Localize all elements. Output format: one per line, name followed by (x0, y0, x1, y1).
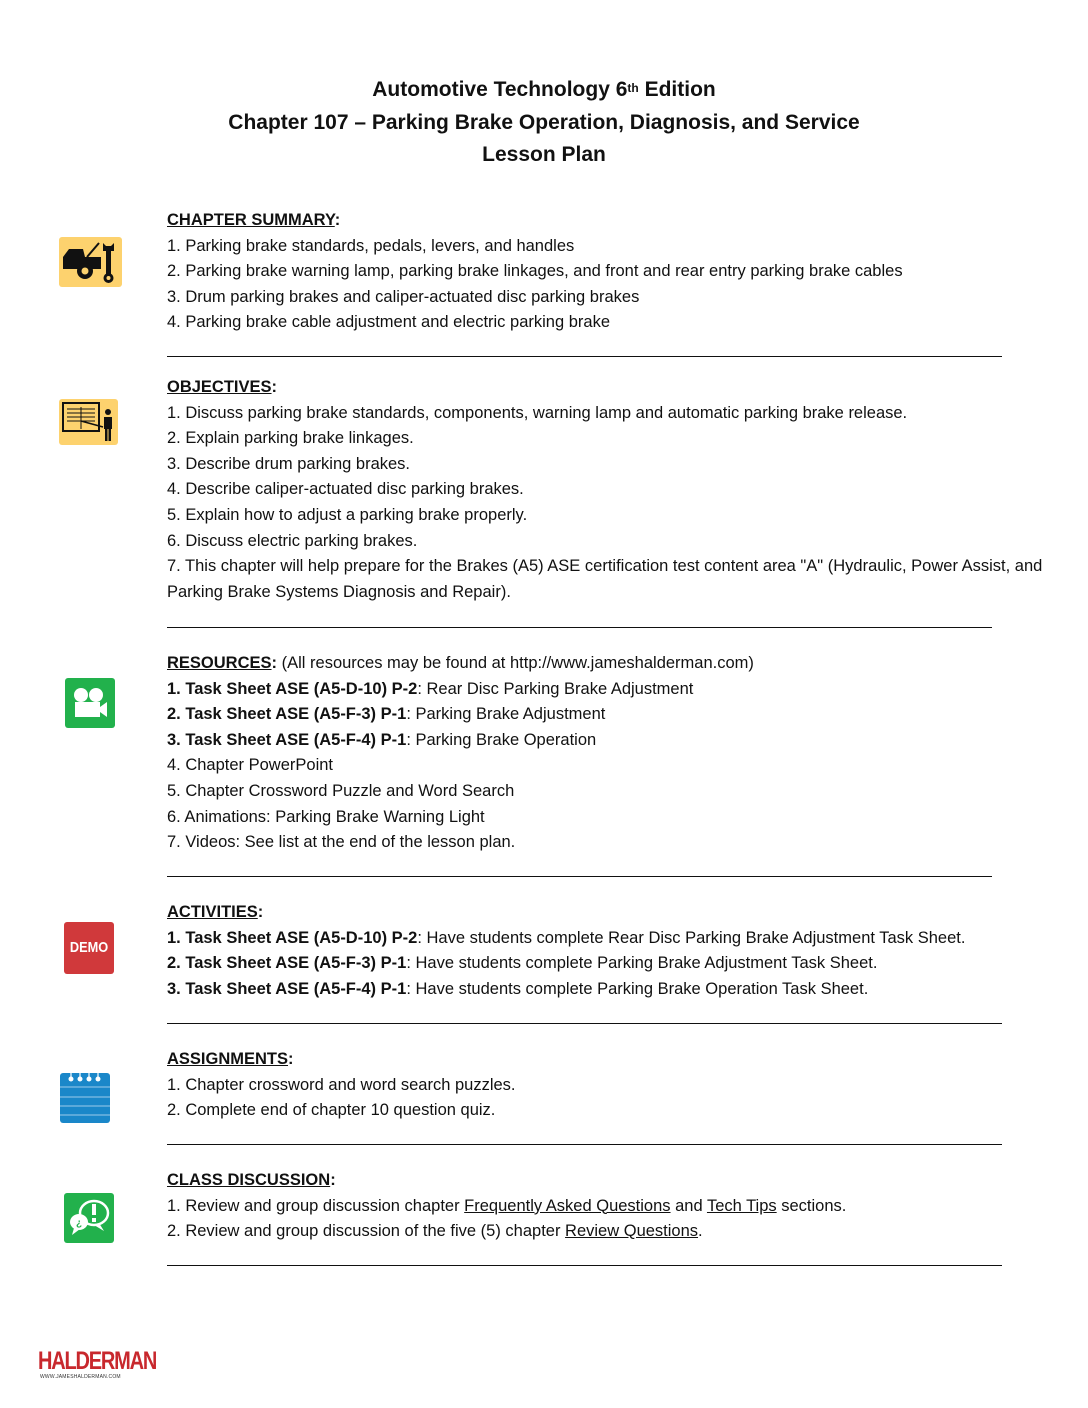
demo-icon-label: DEMO (69, 939, 109, 956)
chapter-summary-heading: CHAPTER SUMMARY: (167, 211, 341, 229)
faq-link: Frequently Asked Questions (464, 1196, 671, 1215)
list-item: 2. Task Sheet ASE (A5-F-3) P-1: Parking Brake Adjustment (167, 705, 606, 724)
list-item: 3. Task Sheet ASE (A5-F-4) P-1: Parking Brake Operation (167, 730, 597, 749)
section-divider (167, 1144, 1002, 1145)
list-item: 2. Review and group discussion of the five (5) chapter Review Questions. (167, 1222, 703, 1241)
list-item: 5. Chapter Crossword Puzzle and Word Search (167, 781, 515, 800)
tech-tips-link: Tech Tips (706, 1196, 777, 1215)
presentation-teacher-icon (59, 399, 118, 445)
assignments-heading: ASSIGNMENTS: (167, 1050, 294, 1068)
section-divider (167, 627, 992, 628)
list-item: 2. Complete end of chapter 10 question quiz. (167, 1101, 496, 1120)
section-divider (167, 356, 1002, 357)
list-item: 1. Task Sheet ASE (A5-D-10) P-2: Rear Disc Parking Brake Adjustment (167, 679, 694, 698)
list-item: 2. Explain parking brake linkages. (167, 429, 414, 448)
class-discussion-section (167, 1168, 846, 1245)
list-item: 1. Chapter crossword and word search puzzles. (167, 1075, 516, 1094)
title-line-3: Lesson Plan (482, 143, 606, 166)
class-discussion-heading: CLASS DISCUSSION: (167, 1171, 336, 1189)
svg-text:¿: ¿ (76, 1218, 83, 1229)
objectives-heading: OBJECTIVES: (167, 378, 278, 396)
list-item: 7. Videos: See list at the end of the lesson plan. (167, 833, 516, 852)
halderman-logo (38, 1348, 158, 1380)
document-title (0, 74, 1088, 172)
list-item: 1. Review and group discussion chapter Frequently Asked Questions and Tech Tips sections. (167, 1196, 847, 1215)
chapter-summary-section (167, 208, 903, 336)
section-divider (167, 876, 992, 877)
list-item: 4. Describe caliper-actuated disc parking brakes. (167, 480, 524, 499)
resources-heading: RESOURCES (167, 654, 272, 672)
chat-bubbles-icon (64, 1193, 114, 1243)
logo-wordmark: HALDERMAN (38, 1347, 157, 1375)
activities-heading: ACTIVITIES: (167, 903, 264, 921)
resources-heading-line: RESOURCES: (All resources may be found at http://www.jameshalderman.com) (167, 654, 754, 672)
resources-section (167, 651, 754, 856)
assignments-section (167, 1047, 516, 1124)
title-line-2: Chapter 107 – Parking Brake Operation, Diagnosis, and Service (228, 110, 860, 134)
video-camera-icon (65, 678, 115, 728)
list-item: 1. Task Sheet ASE (A5-D-10) P-2: Have students complete Rear Disc Parking Brake Adjustment Task Sheet. (167, 928, 966, 947)
list-item: 1. Parking brake standards, pedals, levers, and handles (167, 236, 575, 255)
logo-url: WWW.JAMESHALDERMAN.COM (40, 1374, 121, 1380)
list-item: 3. Task Sheet ASE (A5-F-4) P-1: Have students complete Parking Brake Operation Task Sheet. (167, 979, 869, 998)
section-divider (167, 1023, 1002, 1024)
resources-note: (All resources may be found at http://www.jameshalderman.com) (277, 654, 754, 672)
review-questions-link: Review Questions (565, 1222, 699, 1241)
list-item: 5. Explain how to adjust a parking brake properly. (167, 505, 528, 524)
list-item: 4. Parking brake cable adjustment and electric parking brake (167, 313, 610, 332)
list-item: 2. Parking brake warning lamp, parking brake linkages, and front and rear entry parking brake cables (167, 262, 903, 281)
list-item: 3. Describe drum parking brakes. (167, 454, 411, 473)
list-item: 6. Discuss electric parking brakes. (167, 531, 418, 550)
list-item: 6. Animations: Parking Brake Warning Light (167, 807, 485, 826)
objectives-section (167, 375, 1047, 605)
title-line-1: Automotive Technology 6th Edition (372, 78, 716, 101)
demo-icon (64, 922, 114, 974)
list-item: 2. Task Sheet ASE (A5-F-3) P-1: Have students complete Parking Brake Adjustment Task Sheet. (167, 954, 878, 973)
list-item: 3. Drum parking brakes and caliper-actuated disc parking brakes (167, 287, 640, 306)
section-divider (167, 1265, 1002, 1266)
car-repair-icon (59, 237, 122, 287)
list-item: 7. This chapter will help prepare for the Brakes (A5) ASE certification test content area "A" (Hydraulic, Power Assist, and Parking Brake Systems Diagnosis and Repair). (167, 557, 1043, 601)
list-item: 1. Discuss parking brake standards, components, warning lamp and automatic parking brake release. (167, 403, 908, 422)
list-item: 4. Chapter PowerPoint (167, 756, 334, 775)
notepad-icon (60, 1073, 110, 1123)
activities-section (167, 900, 965, 1002)
